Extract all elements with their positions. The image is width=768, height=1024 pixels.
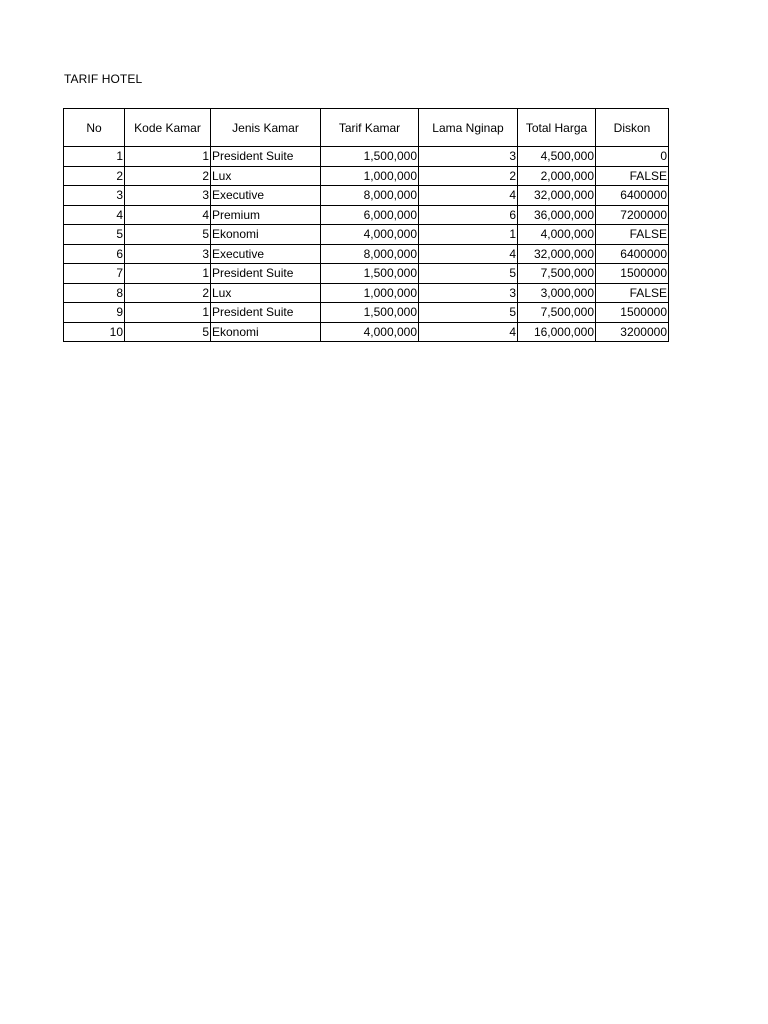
- cell-jenis-kamar[interactable]: President Suite: [211, 264, 321, 284]
- cell-kode-kamar[interactable]: 1: [125, 147, 211, 167]
- header-diskon: Diskon: [596, 109, 669, 147]
- cell-tarif-kamar[interactable]: 1,000,000: [321, 283, 419, 303]
- cell-diskon[interactable]: 1500000: [596, 264, 669, 284]
- sheet-title: TARIF HOTEL: [64, 72, 143, 86]
- cell-lama-nginap[interactable]: 1: [419, 225, 518, 245]
- cell-total-harga[interactable]: 7,500,000: [518, 264, 596, 284]
- cell-lama-nginap[interactable]: 5: [419, 303, 518, 323]
- table-row: [64, 225, 669, 245]
- header-kode-kamar: Kode Kamar: [125, 109, 211, 147]
- cell-lama-nginap[interactable]: 5: [419, 264, 518, 284]
- cell-lama-nginap[interactable]: 3: [419, 147, 518, 167]
- cell-lama-nginap[interactable]: 4: [419, 322, 518, 342]
- cell-total-harga[interactable]: 4,000,000: [518, 225, 596, 245]
- cell-tarif-kamar[interactable]: 8,000,000: [321, 186, 419, 206]
- cell-no[interactable]: 4: [64, 205, 125, 225]
- table-row: [64, 264, 669, 284]
- header-row: [64, 109, 669, 147]
- cell-diskon[interactable]: FALSE: [596, 225, 669, 245]
- cell-no[interactable]: 8: [64, 283, 125, 303]
- cell-jenis-kamar[interactable]: President Suite: [211, 147, 321, 167]
- cell-lama-nginap[interactable]: 6: [419, 205, 518, 225]
- cell-diskon[interactable]: 7200000: [596, 205, 669, 225]
- table-row: [64, 205, 669, 225]
- cell-tarif-kamar[interactable]: 1,500,000: [321, 147, 419, 167]
- cell-kode-kamar[interactable]: 1: [125, 303, 211, 323]
- cell-total-harga[interactable]: 2,000,000: [518, 166, 596, 186]
- cell-jenis-kamar[interactable]: Ekonomi: [211, 322, 321, 342]
- cell-diskon[interactable]: 6400000: [596, 244, 669, 264]
- cell-tarif-kamar[interactable]: 4,000,000: [321, 322, 419, 342]
- cell-jenis-kamar[interactable]: Lux: [211, 283, 321, 303]
- cell-tarif-kamar[interactable]: 1,500,000: [321, 264, 419, 284]
- cell-total-harga[interactable]: 3,000,000: [518, 283, 596, 303]
- tariff-table: [63, 108, 669, 342]
- cell-kode-kamar[interactable]: 5: [125, 225, 211, 245]
- cell-total-harga[interactable]: 36,000,000: [518, 205, 596, 225]
- cell-total-harga[interactable]: 4,500,000: [518, 147, 596, 167]
- table-row: [64, 283, 669, 303]
- table-row: [64, 303, 669, 323]
- cell-kode-kamar[interactable]: 5: [125, 322, 211, 342]
- cell-total-harga[interactable]: 32,000,000: [518, 244, 596, 264]
- cell-total-harga[interactable]: 32,000,000: [518, 186, 596, 206]
- cell-kode-kamar[interactable]: 2: [125, 283, 211, 303]
- header-lama-nginap: Lama Nginap: [419, 109, 518, 147]
- cell-diskon[interactable]: FALSE: [596, 166, 669, 186]
- header-total-harga: Total Harga: [518, 109, 596, 147]
- cell-jenis-kamar[interactable]: Executive: [211, 186, 321, 206]
- cell-jenis-kamar[interactable]: Premium: [211, 205, 321, 225]
- table-row: [64, 186, 669, 206]
- header-no: No: [64, 109, 125, 147]
- cell-no[interactable]: 9: [64, 303, 125, 323]
- cell-lama-nginap[interactable]: 3: [419, 283, 518, 303]
- cell-diskon[interactable]: FALSE: [596, 283, 669, 303]
- table-row: [64, 166, 669, 186]
- cell-jenis-kamar[interactable]: Lux: [211, 166, 321, 186]
- cell-tarif-kamar[interactable]: 1,500,000: [321, 303, 419, 323]
- table-row: [64, 147, 669, 167]
- cell-no[interactable]: 1: [64, 147, 125, 167]
- cell-tarif-kamar[interactable]: 6,000,000: [321, 205, 419, 225]
- cell-no[interactable]: 7: [64, 264, 125, 284]
- cell-lama-nginap[interactable]: 4: [419, 186, 518, 206]
- cell-kode-kamar[interactable]: 2: [125, 166, 211, 186]
- cell-tarif-kamar[interactable]: 8,000,000: [321, 244, 419, 264]
- table-row: [64, 322, 669, 342]
- cell-no[interactable]: 5: [64, 225, 125, 245]
- cell-diskon[interactable]: 1500000: [596, 303, 669, 323]
- cell-lama-nginap[interactable]: 4: [419, 244, 518, 264]
- cell-tarif-kamar[interactable]: 1,000,000: [321, 166, 419, 186]
- cell-no[interactable]: 6: [64, 244, 125, 264]
- table-row: [64, 244, 669, 264]
- table-body: [64, 147, 669, 342]
- cell-lama-nginap[interactable]: 2: [419, 166, 518, 186]
- cell-diskon[interactable]: 0: [596, 147, 669, 167]
- cell-tarif-kamar[interactable]: 4,000,000: [321, 225, 419, 245]
- cell-kode-kamar[interactable]: 4: [125, 205, 211, 225]
- header-tarif-kamar: Tarif Kamar: [321, 109, 419, 147]
- cell-diskon[interactable]: 3200000: [596, 322, 669, 342]
- cell-kode-kamar[interactable]: 3: [125, 186, 211, 206]
- cell-total-harga[interactable]: 16,000,000: [518, 322, 596, 342]
- cell-jenis-kamar[interactable]: Ekonomi: [211, 225, 321, 245]
- cell-no[interactable]: 2: [64, 166, 125, 186]
- cell-diskon[interactable]: 6400000: [596, 186, 669, 206]
- cell-kode-kamar[interactable]: 3: [125, 244, 211, 264]
- cell-jenis-kamar[interactable]: Executive: [211, 244, 321, 264]
- cell-total-harga[interactable]: 7,500,000: [518, 303, 596, 323]
- cell-no[interactable]: 3: [64, 186, 125, 206]
- cell-kode-kamar[interactable]: 1: [125, 264, 211, 284]
- cell-jenis-kamar[interactable]: President Suite: [211, 303, 321, 323]
- header-jenis-kamar: Jenis Kamar: [211, 109, 321, 147]
- cell-no[interactable]: 10: [64, 322, 125, 342]
